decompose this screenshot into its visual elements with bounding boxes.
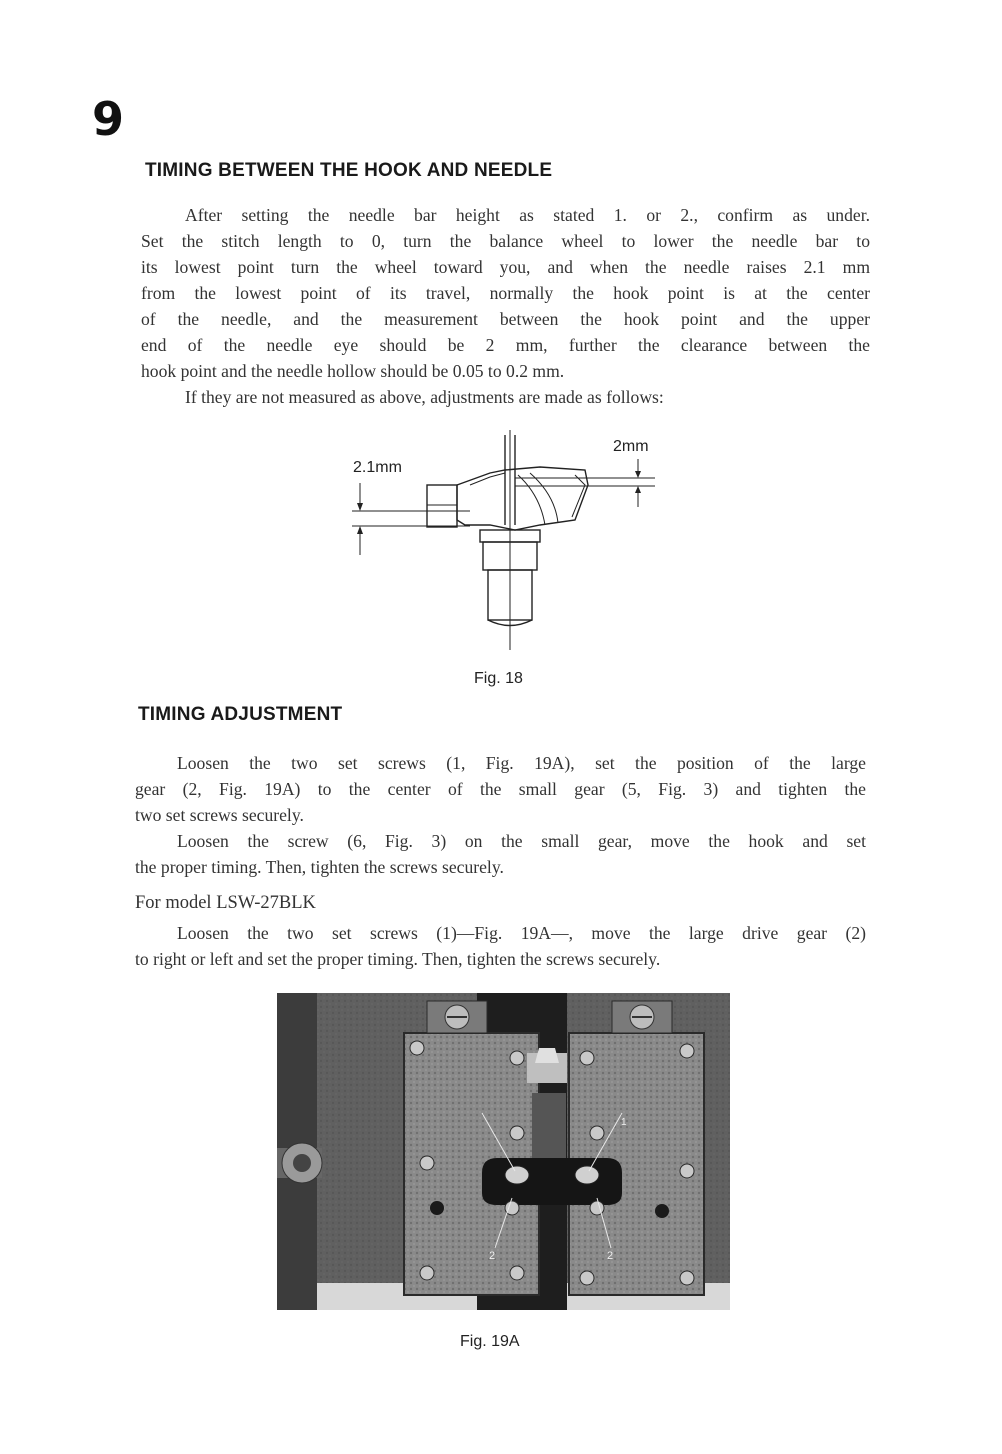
paragraph-line: from the lowest point of its travel, normally the hook point is at the center	[141, 283, 870, 303]
section-heading-timing-adjustment: TIMING ADJUSTMENT	[138, 704, 343, 725]
paragraph-model-adjustment	[135, 920, 866, 972]
paragraph-adjustment-screw	[135, 828, 866, 880]
page-number: 9	[92, 92, 125, 146]
figure-18-diagram	[340, 425, 670, 650]
paragraph-line: hook point and the needle hollow should be 0.05 to 0.2 mm.	[141, 361, 565, 381]
paragraph-line: gear (2, Fig. 19A) to the center of the small gear (5, Fig. 3) and tighten the	[135, 779, 866, 799]
paragraph-line: Set the stitch length to 0, turn the balance wheel to lower the needle bar to	[141, 231, 870, 251]
callout-1: 1	[621, 1117, 627, 1128]
paragraph-adjustment-gear	[135, 750, 866, 828]
figure-19a-caption: Fig. 19A	[460, 1333, 520, 1350]
dimension-label-2-1mm: 2.1mm	[353, 459, 402, 476]
section-heading-hook-needle-timing: TIMING BETWEEN THE HOOK AND NEEDLE	[145, 160, 553, 181]
paragraph-line: to right or left and set the proper timing. Then, tighten the screws securely.	[135, 949, 661, 969]
figure-19a-photo	[277, 993, 730, 1310]
model-subheading: For model LSW-27BLK	[135, 893, 316, 913]
paragraph-hook-needle-timing	[141, 202, 870, 384]
dimension-label-2mm: 2mm	[613, 438, 649, 455]
paragraph-line: the proper timing. Then, tighten the screws securely.	[135, 857, 504, 877]
paragraph-line: its lowest point turn the wheel toward you, and when the needle raises 2.1 mm	[141, 257, 870, 277]
paragraph-line: Loosen the two set screws (1, Fig. 19A), set the position of the large	[177, 753, 866, 773]
paragraph-line: After setting the needle bar height as stated 1. or 2., confirm as under.	[185, 205, 870, 225]
callout-2-right: 2	[607, 1250, 614, 1262]
paragraph-line: end of the needle eye should be 2 mm, further the clearance between the	[141, 335, 870, 355]
paragraph-line: of the needle, and the measurement between the hook point and the upper	[141, 309, 870, 329]
paragraph-line: Loosen the screw (6, Fig. 3) on the small gear, move the hook and set	[177, 831, 866, 851]
paragraph-line: two set screws securely.	[135, 805, 304, 825]
paragraph-adjust-intro: If they are not measured as above, adjustments are made as follows:	[185, 387, 664, 407]
callout-2-left: 2	[489, 1250, 496, 1262]
figure-18-caption: Fig. 18	[474, 670, 523, 687]
paragraph-line: Loosen the two set screws (1)—Fig. 19A—, move the large drive gear (2)	[177, 923, 866, 943]
